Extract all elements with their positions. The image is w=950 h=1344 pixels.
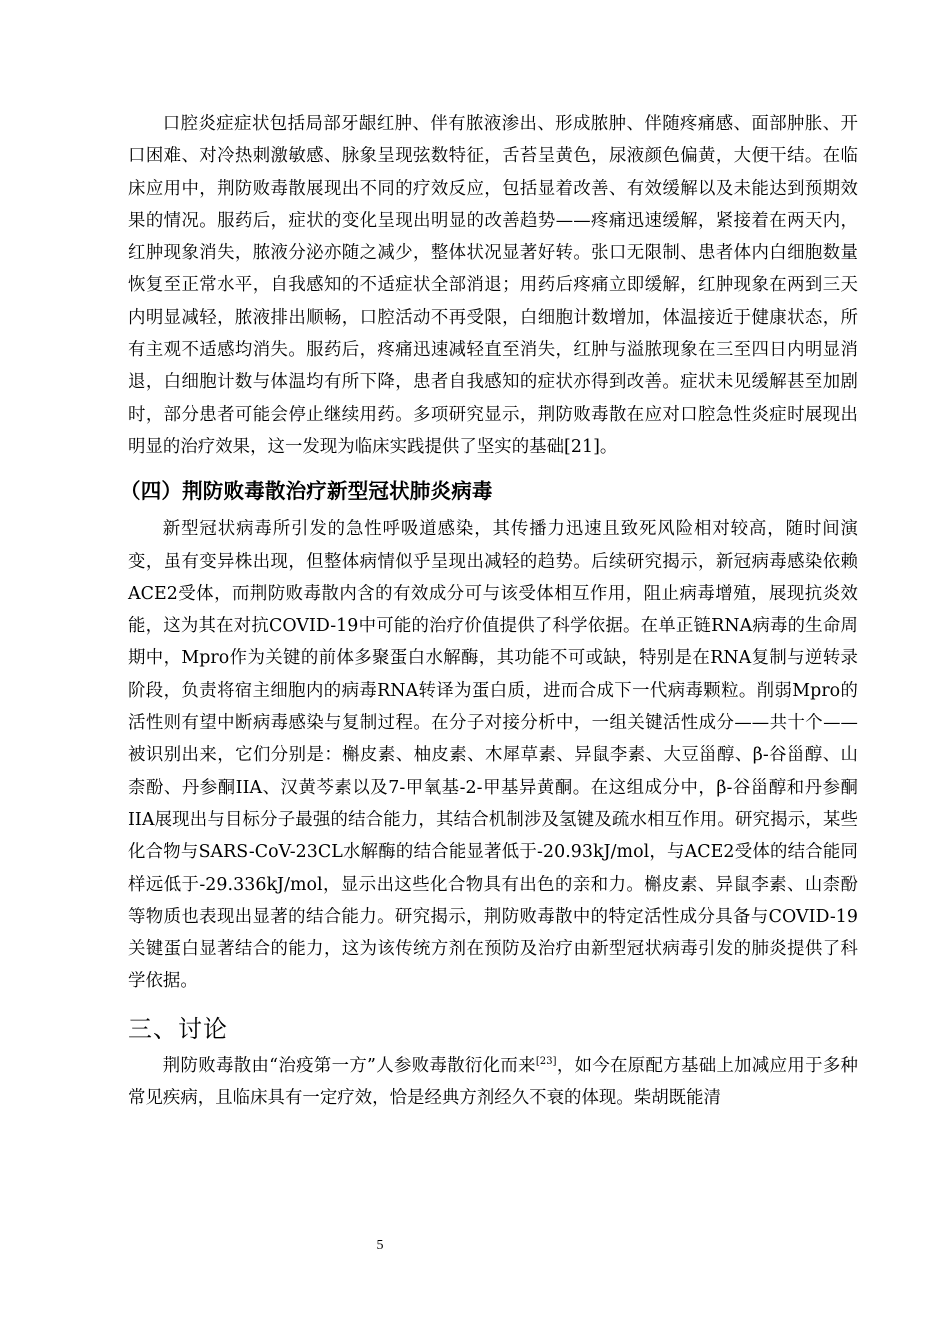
paragraph-oral-inflammation: 口腔炎症症状包括局部牙龈红肿、伴有脓液渗出、形成脓肿、伴随疼痛感、面部肿胀、开口困难、对冷热刺激敏感、脉象呈现弦数特征，舌苔呈黄色，尿液颜色偏黄，大便干结。在临床应用中，荆防败毒散展现出不同的疗效反应，包括显着改善、有效缓解以及未能达到预期效果的情况。服药后，症状的变化呈现出明显的改善趋势——疼痛迅速缓解，紧接着在两天内，红肿现象消失，脓液分泌亦随之减少，整体状况显著好转。张口无限制、患者体内白细胞数量恢复至正常水平，自我感知的不适症状全部消退；用药后疼痛立即缓解，红肿现象在两到三天内明显减轻，脓液排出顺畅，口腔活动不再受限，白细胞计数增加，体温接近于健康状态，所有主观不适感均消失。服药后，疼痛迅速减轻直至消失，红肿与溢脓现象在三至四日内明显消退，白细胞计数与体温均有所下降，患者自我感知的症状亦得到改善。症状未见缓解甚至加剧时，部分患者可能会停止继续用药。多项研究显示，荆防败毒散在应对口腔急性炎症时展现出明显的治疗效果，这一发现为临床实践提供了坚实的基础[21]。 [128, 114, 858, 457]
paragraph-discussion [128, 1050, 858, 1115]
page-number: 5 [376, 1238, 384, 1253]
document-body [120, 108, 858, 1114]
subheading-covid: （四）荆防败毒散治疗新型冠状肺炎病毒 [120, 479, 493, 504]
section-title-discussion: 三、讨论 [128, 1014, 228, 1043]
discussion-text-end: ，如今在原配方基础上加减应用于多种常见疾病，且临床具有一定疗效，恰是经典方剂经久不衰的体现。柴胡既能清 [128, 1055, 858, 1109]
discussion-text-start: 荆防败毒散由“治疫第一方”人参败毒散衍化而来 [162, 1055, 536, 1076]
citation-reference: [23] [535, 1055, 557, 1067]
paragraph-covid: 新型冠状病毒所引发的急性呼吸道感染，其传播力迅速且致死风险相对较高，随时间演变，虽有变异株出现，但整体病情似乎呈现出减轻的趋势。后续研究揭示，新冠病毒感染依赖ACE2受体，而荆防败毒散内含的有效成分可与该受体相互作用，阻止病毒增殖，展现抗炎效能，这为其在对抗COVID-19中可能的治疗价值提供了科学依据。在单正链RNA病毒的生命周期中，Mpro作为关键的前体多聚蛋白水解酶，其功能不可或缺，特别是在RNA复制与逆转录阶段，负责将宿主细胞内的病毒RNA转译为蛋白质，进而合成下一代病毒颗粒。削弱Mpro的活性则有望中断病毒感染与复制过程。在分子对接分析中，一组关键活性成分——共十个——被识别出来，它们分别是：槲皮素、柚皮素、木犀草素、异鼠李素、大豆甾醇、β-谷甾醇、山柰酚、丹参酮IIA、汉黄芩素以及7-甲氧基-2-甲基异黄酮。在这组成分中，β-谷甾醇和丹参酮IIA展现出与目标分子最强的结合能力，其结合机制涉及氢键及疏水相互作用。研究揭示，某些化合物与SARS-CoV-23CL水解酶的结合能显著低于-20.93kJ/mol，与ACE2受体的结合能同样远低于-29.336kJ/mol，显示出这些化合物具有出色的亲和力。槲皮素、异鼠李素、山柰酚等物质也表现出显著的结合能力。研究揭示，荆防败毒散中的特定活性成分具备与COVID-19关键蛋白显著结合的能力，这为该传统方剂在预防及治疗由新型冠状病毒引发的肺炎提供了科学依据。 [128, 519, 858, 992]
